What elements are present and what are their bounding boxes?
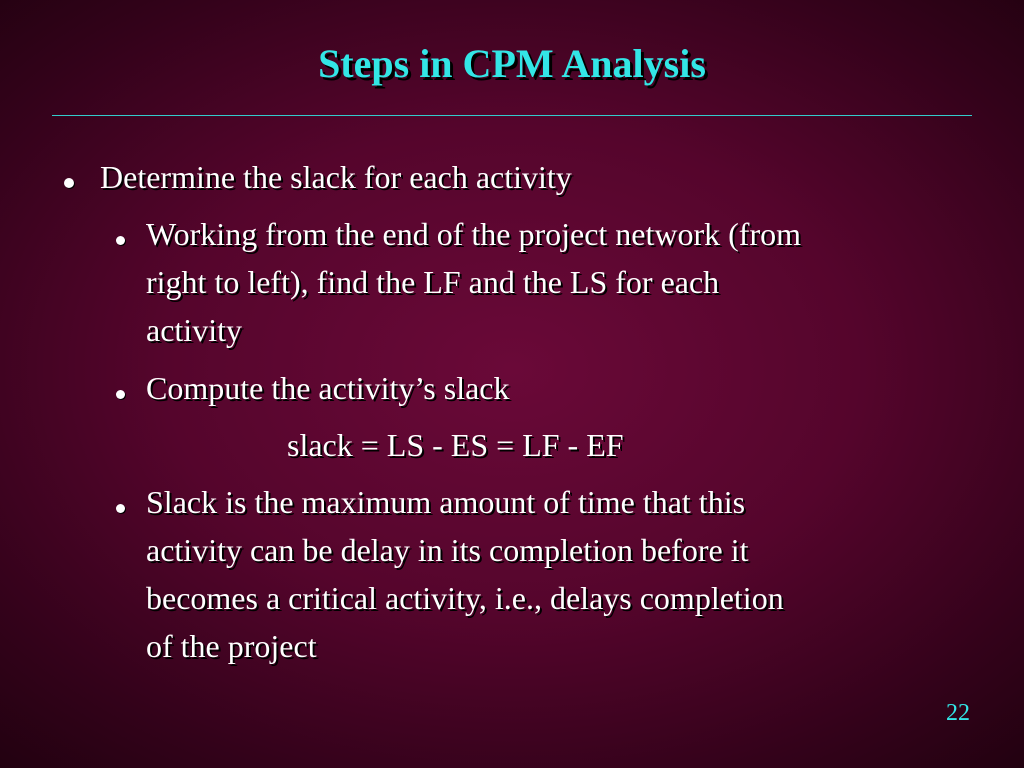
sub-bullet-3-line-2: activity can be delay in its completion before it [146, 532, 749, 568]
sub-bullet-1-line-2: right to left), find the LF and the LS for each [146, 264, 720, 300]
bullet-dot [64, 178, 74, 188]
sub-bullet-dot [116, 390, 125, 399]
sub-bullet-3-line-4: of the project [146, 628, 317, 664]
slide-title: Steps in CPM Analysis [318, 41, 706, 86]
slack-formula: slack = LS - ES = LF - EF [287, 427, 624, 463]
sub-bullet-dot [116, 504, 125, 513]
slide-number: 22 [946, 700, 970, 726]
sub-bullet-3-line-1: Slack is the maximum amount of time that this [146, 484, 746, 520]
title-divider [52, 115, 972, 116]
bullet-text-slack: Determine the slack for each activity [100, 159, 572, 195]
sub-bullet-dot [116, 236, 125, 245]
sub-bullet-3-line-3: becomes a critical activity, i.e., delays completion [146, 580, 784, 616]
sub-bullet-2-text: Compute the activity’s slack [146, 370, 510, 406]
sub-bullet-1-line-1: Working from the end of the project network (from [146, 216, 801, 252]
sub-bullet-1-line-3: activity [146, 312, 242, 348]
